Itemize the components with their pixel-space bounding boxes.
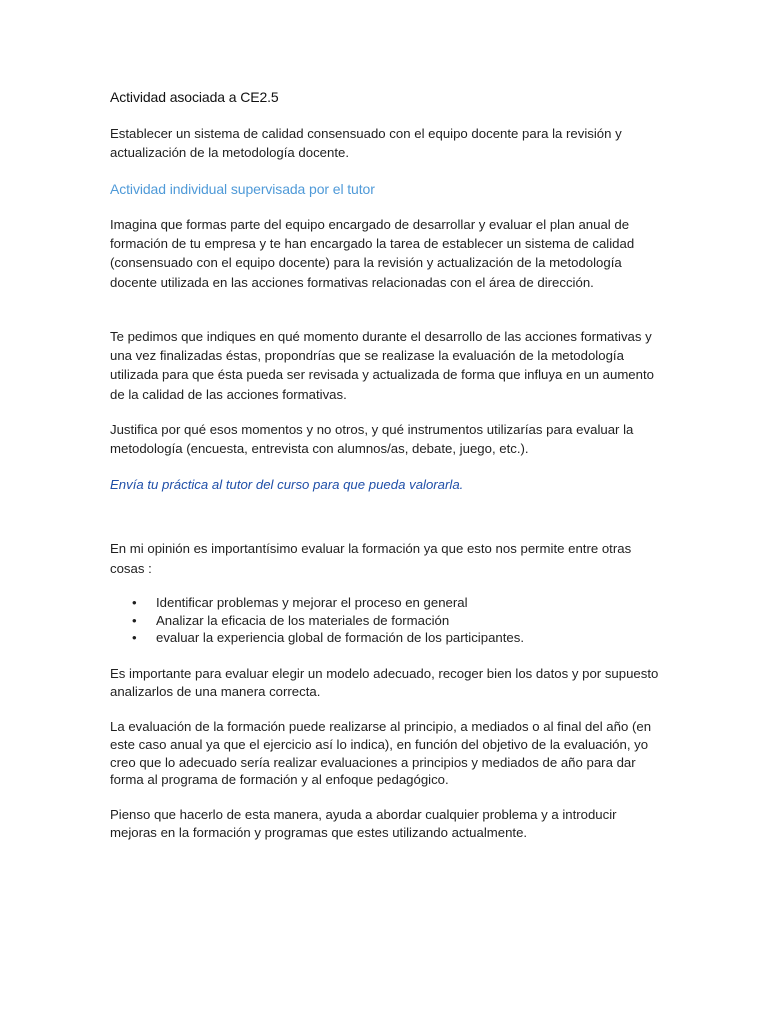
objective-text: Establecer un sistema de calidad consensuado con el equipo docente para la revisión y actualización de la metodología docente. [110, 126, 622, 161]
answer-paragraph-1: Es importante para evaluar elegir un modelo adecuado, recoger bien los datos y por supuesto analizarlos de una manera correcta. [110, 666, 659, 699]
list-item [110, 594, 662, 612]
submission-note: Envía tu práctica al tutor del curso para que pueda valorarla. [110, 477, 464, 492]
list-item [110, 612, 662, 630]
answer-bullet-list [110, 594, 662, 647]
bullet-icon: • [132, 612, 137, 628]
bullet-icon: • [132, 630, 137, 646]
answer-paragraph-3: Pienso que hacerlo de esta manera, ayuda a abordar cualquier problema y a introducir mejoras en la formación y programas que estes utilizando actualmente. [110, 807, 617, 840]
list-item-text: evaluar la experiencia global de formación de los participantes. [156, 630, 525, 646]
answer-paragraph-2: La evaluación de la formación puede realizarse al principio, a mediados o al final del año (en este caso anual ya que el ejercicio así lo indica), en función del objetivo de la evaluación, yo creo que lo adecuado sería realizar evaluaciones a principios y mediados de año para dar forma al programa de formación y al enfoque pedagógico. [110, 719, 652, 788]
activity-title: Actividad asociada a CE2.5 [110, 89, 279, 105]
instruction-paragraph-3: Justifica por qué esos momentos y no otros, y qué instrumentos utilizarías para evaluar la metodología (encuesta, entrevista con alumnos/as, debate, juego, etc.). [110, 422, 634, 457]
list-item-text: Identificar problemas y mejorar el proceso en general [156, 595, 468, 610]
list-item-text: Analizar la eficacia de los materiales de formación [156, 612, 450, 628]
bullet-icon: • [132, 595, 137, 610]
instruction-paragraph-2: Te pedimos que indiques en qué momento durante el desarrollo de las acciones formativas y una vez finalizadas éstas, propondrías que se realizase la evaluación de la metodología utilizada para que ésta pueda ser revisada y actualizada de forma que influya en un aumento de la calidad de las acciones formativas. [110, 329, 654, 402]
answer-intro: En mi opinión es importantísimo evaluar la formación ya que esto nos permite entre otras cosas : [110, 541, 632, 577]
instruction-paragraph-1: Imagina que formas parte del equipo encargado de desarrollar y evaluar el plan anual de formación de tu empresa y te han encargado la tarea de establecer un sistema de calidad (consensuado con el equipo docente) para la revisión y actualización de la metodología docente utilizada en las acciones formativas relacionadas con el área de dirección. [110, 217, 635, 290]
activity-subtitle: Actividad individual supervisada por el tutor [110, 181, 375, 197]
list-item [110, 629, 662, 647]
